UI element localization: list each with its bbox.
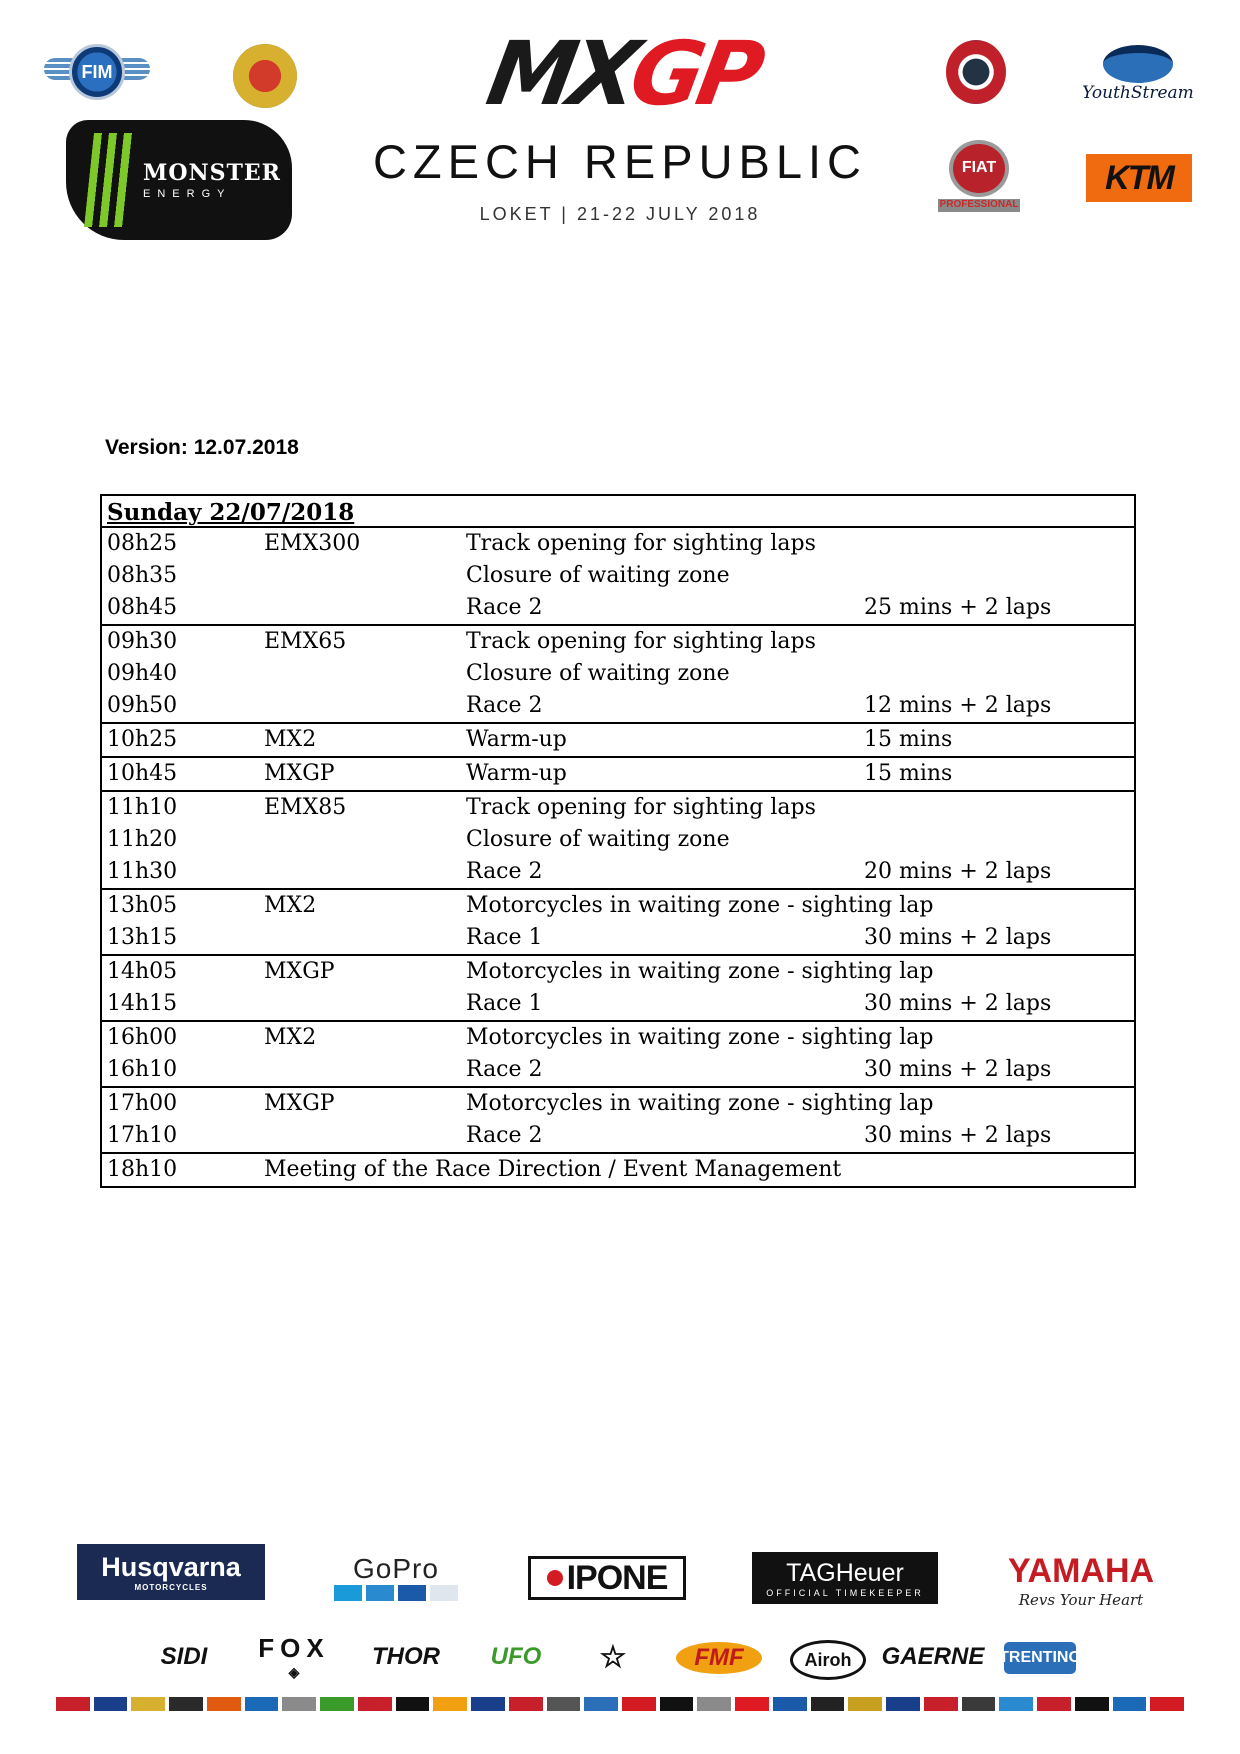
sponsor-strip-logo <box>169 1697 203 1711</box>
monster-line1: MONSTER <box>143 160 281 186</box>
gopro-bar <box>430 1585 458 1601</box>
ipone-dot-icon <box>547 1570 563 1586</box>
schedule-class: MXGP <box>264 1091 335 1116</box>
monster-line2: ENERGY <box>143 188 232 200</box>
schedule-class: EMX85 <box>264 795 347 820</box>
schedule-time: 13h05 <box>107 893 178 918</box>
schedule-row <box>102 560 1134 592</box>
monster-claw-icon <box>84 133 138 227</box>
schedule-duration: 30 mins + 2 laps <box>864 1123 1052 1148</box>
sponsor-strip-logo <box>735 1697 769 1711</box>
sponsor-strip-logo <box>396 1697 430 1711</box>
schedule-time: 08h25 <box>107 531 178 556</box>
schedule-activity: Motorcycles in waiting zone - sighting lap <box>466 959 934 984</box>
schedule-group <box>102 890 1134 956</box>
schedule-class: MX2 <box>264 727 317 752</box>
sponsor-strip <box>56 1694 1184 1714</box>
autoclub-czech-republic-seal-icon <box>233 44 297 108</box>
fox-wordmark: FOX <box>258 1633 330 1663</box>
schedule-group <box>102 626 1134 724</box>
event-title: CZECH REPUBLIC <box>372 135 867 188</box>
airoh-logo: Airoh <box>790 1640 866 1680</box>
schedule-row <box>102 824 1134 856</box>
sponsor-strip-logo <box>773 1697 807 1711</box>
schedule-row <box>102 758 1134 790</box>
schedule-duration: 30 mins + 2 laps <box>864 991 1052 1016</box>
ufo-logo: UFO <box>490 1643 542 1670</box>
schedule-row <box>102 528 1134 560</box>
schedule-time: 09h30 <box>107 629 178 654</box>
schedule-row <box>102 988 1134 1020</box>
tagheuer-sub: OFFICIAL TIMEKEEPER <box>766 1587 924 1598</box>
schedule-group <box>102 956 1134 1022</box>
sponsor-strip-logo <box>56 1697 90 1711</box>
schedule-time: 17h10 <box>107 1123 178 1148</box>
schedule-duration: 30 mins + 2 laps <box>864 1057 1052 1082</box>
schedule-activity: Motorcycles in waiting zone - sighting lap <box>466 893 934 918</box>
sponsor-strip-logo <box>622 1697 656 1711</box>
schedule-time: 09h40 <box>107 661 178 686</box>
sponsor-strip-logo <box>584 1697 618 1711</box>
gopro-bar <box>366 1585 394 1601</box>
sponsor-strip-logo <box>811 1697 845 1711</box>
fiat-professional-label: PROFESSIONAL <box>938 199 1020 212</box>
schedule-group <box>102 724 1134 758</box>
trentino-logo: TRENTINO <box>1004 1642 1076 1674</box>
schedule-row <box>102 690 1134 722</box>
loket-club-badge-icon <box>946 40 1006 104</box>
husqvarna-wordmark: Husqvarna <box>101 1552 241 1582</box>
schedule-time: 14h05 <box>107 959 178 984</box>
schedule-duration: 25 mins + 2 laps <box>864 595 1052 620</box>
schedule-time: 18h10 <box>107 1157 178 1182</box>
fox-head-icon: ◈ <box>288 1664 300 1680</box>
schedule-class: MX2 <box>264 893 317 918</box>
schedule-activity: Motorcycles in waiting zone - sighting lap <box>466 1091 934 1116</box>
schedule-activity: Race 2 <box>466 693 543 718</box>
tagheuer-wordmark: TAGHeuer <box>786 1558 904 1587</box>
sponsor-strip-logo <box>697 1697 731 1711</box>
schedule-time: 16h00 <box>107 1025 178 1050</box>
schedule-time: 11h10 <box>107 795 178 820</box>
gopro-bar <box>334 1585 362 1601</box>
schedule-time: 16h10 <box>107 1057 178 1082</box>
schedule-row <box>102 1120 1134 1152</box>
sponsor-strip-logo <box>1113 1697 1147 1711</box>
husqvarna-logo <box>77 1544 265 1600</box>
schedule-time: 08h45 <box>107 595 178 620</box>
schedule-duration: 15 mins <box>864 727 953 752</box>
sponsor-strip-logo <box>1150 1697 1184 1711</box>
schedule-activity: Race 1 <box>466 925 543 950</box>
schedule-row <box>102 626 1134 658</box>
schedule-activity: Motorcycles in waiting zone - sighting lap <box>466 1025 934 1050</box>
schedule-time: 10h45 <box>107 761 178 786</box>
mxgp-logo <box>452 22 794 125</box>
ipone-wordmark: IPONE <box>566 1558 668 1597</box>
schedule-group <box>102 528 1134 626</box>
fim-logo <box>44 44 150 100</box>
schedule-group <box>102 1088 1134 1154</box>
mxgp-logo-gp: GP <box>623 22 767 125</box>
schedule-activity: Closure of waiting zone <box>466 563 730 588</box>
yamaha-tagline: Revs Your Heart <box>1018 1590 1144 1609</box>
schedule-time: 11h20 <box>107 827 178 852</box>
gopro-wordmark: GoPro <box>353 1553 439 1584</box>
schedule-group <box>102 1022 1134 1088</box>
sponsor-strip-logo <box>245 1697 279 1711</box>
schedule-activity: Warm-up <box>466 761 567 786</box>
schedule-time: 10h25 <box>107 727 178 752</box>
schedule-group <box>102 792 1134 890</box>
schedule-row <box>102 1054 1134 1086</box>
schedule-time: 13h15 <box>107 925 178 950</box>
schedule-row <box>102 592 1134 624</box>
sponsor-strip-logo <box>924 1697 958 1711</box>
sponsor-strip-logo <box>999 1697 1033 1711</box>
sponsor-strip-logo <box>358 1697 392 1711</box>
youthstream-swoosh-icon <box>1103 45 1173 83</box>
sponsor-strip-logo <box>207 1697 241 1711</box>
sidi-logo: SIDI <box>160 1643 208 1670</box>
sponsor-strip-logo <box>1037 1697 1071 1711</box>
schedule-time: 09h50 <box>107 693 178 718</box>
sponsor-strip-logo <box>471 1697 505 1711</box>
schedule-groups <box>102 528 1134 1186</box>
yamaha-wordmark: YAMAHA <box>1007 1551 1155 1590</box>
mxgp-logo-mx: MX <box>479 22 642 125</box>
sponsor-strip-logo <box>886 1697 920 1711</box>
yamaha-logo <box>998 1548 1164 1612</box>
ktm-logo: KTM <box>1086 154 1192 202</box>
schedule-activity: Race 1 <box>466 991 543 1016</box>
schedule-time: 11h30 <box>107 859 178 884</box>
schedule-duration: 15 mins <box>864 761 953 786</box>
monster-energy-logo <box>66 120 292 240</box>
schedule-row <box>102 792 1134 824</box>
fox-logo <box>254 1634 334 1680</box>
sponsor-strip-logo <box>94 1697 128 1711</box>
gopro-logo <box>326 1554 466 1600</box>
fiat-badge: FIAT <box>949 140 1009 197</box>
version-label: Version: 12.07.2018 <box>105 436 299 459</box>
youthstream-wordmark: YouthStream <box>1082 83 1194 103</box>
gopro-bars-icon <box>334 1585 458 1601</box>
sponsor-strip-logo <box>1075 1697 1109 1711</box>
event-subtitle: LOKET | 21-22 JULY 2018 <box>479 204 761 224</box>
tagheuer-logo <box>752 1552 938 1604</box>
schedule-class: Meeting of the Race Direction / Event Management <box>264 1157 842 1182</box>
husqvarna-sub: MOTORCYCLES <box>134 1583 208 1592</box>
schedule-activity: Race 2 <box>466 595 543 620</box>
schedule-class: MXGP <box>264 959 335 984</box>
schedule-time: 08h35 <box>107 563 178 588</box>
schedule-duration: 12 mins + 2 laps <box>864 693 1052 718</box>
schedule-row <box>102 956 1134 988</box>
youthstream-logo <box>1082 42 1194 106</box>
schedule-day-heading: Sunday 22/07/2018 <box>102 496 1134 528</box>
sponsor-strip-logo <box>131 1697 165 1711</box>
schedule-group <box>102 758 1134 792</box>
ipone-logo <box>528 1556 686 1600</box>
sponsor-strip-logo <box>547 1697 581 1711</box>
schedule-activity: Track opening for sighting laps <box>466 531 816 556</box>
gopro-bar <box>398 1585 426 1601</box>
fim-emblem: FIM <box>69 44 125 100</box>
schedule-activity: Closure of waiting zone <box>466 661 730 686</box>
sponsor-strip-logo <box>660 1697 694 1711</box>
schedule-activity: Race 2 <box>466 1123 543 1148</box>
schedule-row <box>102 724 1134 756</box>
schedule-row <box>102 658 1134 690</box>
schedule-row <box>102 1154 1134 1186</box>
schedule-row <box>102 922 1134 954</box>
schedule-class: EMX65 <box>264 629 347 654</box>
schedule-duration: 30 mins + 2 laps <box>864 925 1052 950</box>
schedule-row <box>102 1088 1134 1120</box>
schedule-row <box>102 856 1134 888</box>
fiat-professional-logo <box>938 140 1020 212</box>
schedule-time: 17h00 <box>107 1091 178 1116</box>
sponsor-strip-logo <box>433 1697 467 1711</box>
schedule-class: MXGP <box>264 761 335 786</box>
sponsor-strip-logo <box>320 1697 354 1711</box>
schedule-activity: Race 2 <box>466 859 543 884</box>
schedule-activity: Race 2 <box>466 1057 543 1082</box>
sponsor-strip-logo <box>282 1697 316 1711</box>
schedule-activity: Warm-up <box>466 727 567 752</box>
sponsor-strip-logo <box>848 1697 882 1711</box>
schedule-class: MX2 <box>264 1025 317 1050</box>
schedule-group <box>102 1154 1134 1186</box>
fmf-logo: FMF <box>676 1642 762 1674</box>
schedule-row <box>102 1022 1134 1054</box>
schedule-row <box>102 890 1134 922</box>
sponsor-strip-logo <box>962 1697 996 1711</box>
schedule-activity: Track opening for sighting laps <box>466 629 816 654</box>
thor-logo: THOR <box>372 1643 440 1670</box>
schedule-time: 14h15 <box>107 991 178 1016</box>
monster-wordmark <box>143 160 281 200</box>
gaerne-logo: GAERNE <box>881 1643 985 1670</box>
schedule-activity: Closure of waiting zone <box>466 827 730 852</box>
sponsor-strip-logo <box>509 1697 543 1711</box>
schedule-class: EMX300 <box>264 531 361 556</box>
schedule-table <box>100 494 1136 1188</box>
schedule-duration: 20 mins + 2 laps <box>864 859 1052 884</box>
alpinestars-star-icon: ☆ <box>599 1640 627 1674</box>
schedule-activity: Track opening for sighting laps <box>466 795 816 820</box>
